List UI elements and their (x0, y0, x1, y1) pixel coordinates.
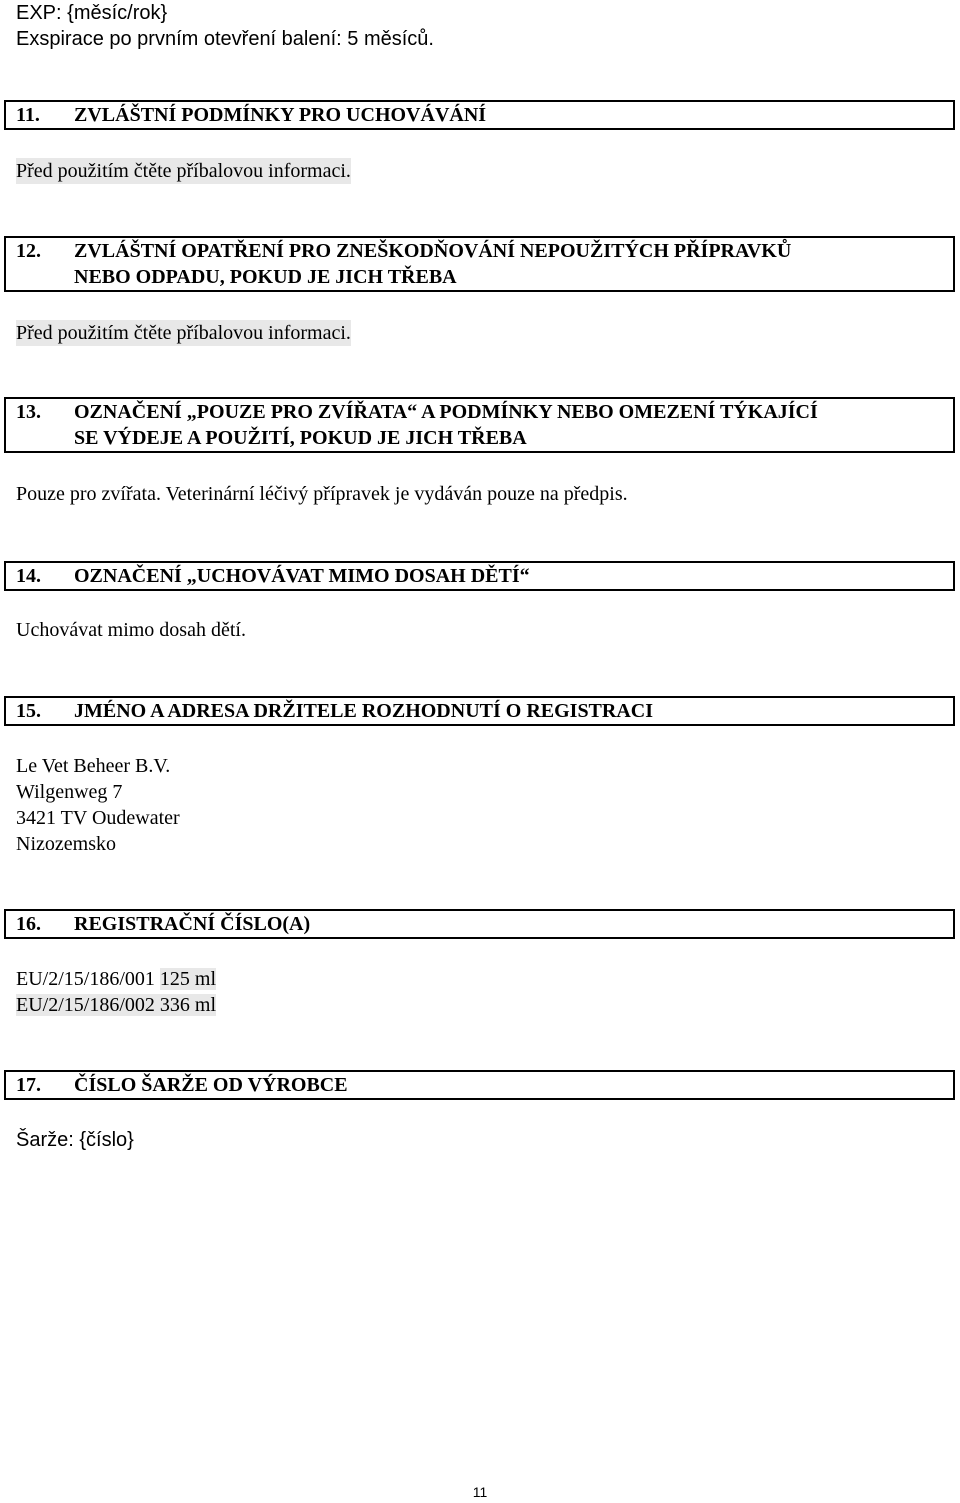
section-12-text: Před použitím čtěte příbalovou informaci. (16, 322, 351, 344)
batch-number-line: Šarže: {číslo} (16, 1129, 134, 1151)
section-14-title: OZNAČENÍ „UCHOVÁVAT MIMO DOSAH DĚTÍ“ (74, 565, 530, 587)
section-16-header (4, 909, 955, 939)
section-17-body (16, 1127, 134, 1153)
section-14-text: Uchovávat mimo dosah dětí. (16, 619, 246, 641)
exp-line: EXP: {měsíc/rok} (16, 2, 168, 24)
section-17-number: 17. (16, 1074, 41, 1096)
section-11-body (16, 158, 351, 184)
section-11-number: 11. (16, 104, 40, 126)
registration-number-1 (16, 966, 216, 992)
registration-volume-1: 125 ml (159, 968, 217, 990)
section-17-title: ČÍSLO ŠARŽE OD VÝROBCE (74, 1074, 348, 1096)
section-11-title: ZVLÁŠTNÍ PODMÍNKY PRO UCHOVÁVÁNÍ (74, 104, 487, 126)
registration-numbers (16, 966, 216, 1018)
section-14-header (4, 561, 955, 591)
holder-address (16, 753, 180, 857)
page-number: 11 (472, 1484, 488, 1500)
section-13-number: 13. (16, 401, 41, 423)
section-12-number: 12. (16, 240, 41, 262)
section-13-title-line2: SE VÝDEJE A POUŽITÍ, POKUD JE JICH TŘEBA (74, 427, 527, 449)
section-13-text: Pouze pro zvířata. Veterinární léčivý přípravek je vydáván pouze na předpis. (16, 483, 628, 505)
section-12-title-line2: NEBO ODPADU, POKUD JE JICH TŘEBA (74, 266, 457, 288)
registration-code-1: EU/2/15/186/001 (16, 968, 155, 990)
registration-number-2: EU/2/15/186/002 336 ml (16, 994, 216, 1016)
holder-name: Le Vet Beheer B.V. (16, 755, 171, 777)
section-11-header (4, 100, 955, 130)
section-11-text: Před použitím čtěte příbalovou informaci. (16, 160, 351, 182)
expiry-block (16, 0, 434, 52)
section-17-header (4, 1070, 955, 1100)
holder-country: Nizozemsko (16, 833, 116, 855)
section-12-body (16, 320, 351, 346)
section-12-header (4, 236, 955, 292)
section-12-title-line1: ZVLÁŠTNÍ OPATŘENÍ PRO ZNEŠKODŇOVÁNÍ NEPOUŽITÝCH PŘÍPRAVKŮ (74, 240, 792, 262)
section-15-title: JMÉNO A ADRESA DRŽITELE ROZHODNUTÍ O REGISTRACI (74, 700, 654, 722)
section-13-body (16, 481, 628, 507)
section-15-number: 15. (16, 700, 41, 722)
section-16-number: 16. (16, 913, 41, 935)
section-13-title-line1: OZNAČENÍ „POUZE PRO ZVÍŘATA“ A PODMÍNKY NEBO OMEZENÍ TÝKAJÍCÍ (74, 401, 818, 423)
holder-street: Wilgenweg 7 (16, 781, 123, 803)
expiry-after-opening-line: Exspirace po prvním otevření balení: 5 měsíců. (16, 28, 434, 50)
holder-city: 3421 TV Oudewater (16, 807, 180, 829)
section-15-header (4, 696, 955, 726)
section-14-body (16, 617, 246, 643)
section-14-number: 14. (16, 565, 41, 587)
section-13-header (4, 397, 955, 453)
section-16-title: REGISTRAČNÍ ČÍSLO(A) (74, 913, 311, 935)
